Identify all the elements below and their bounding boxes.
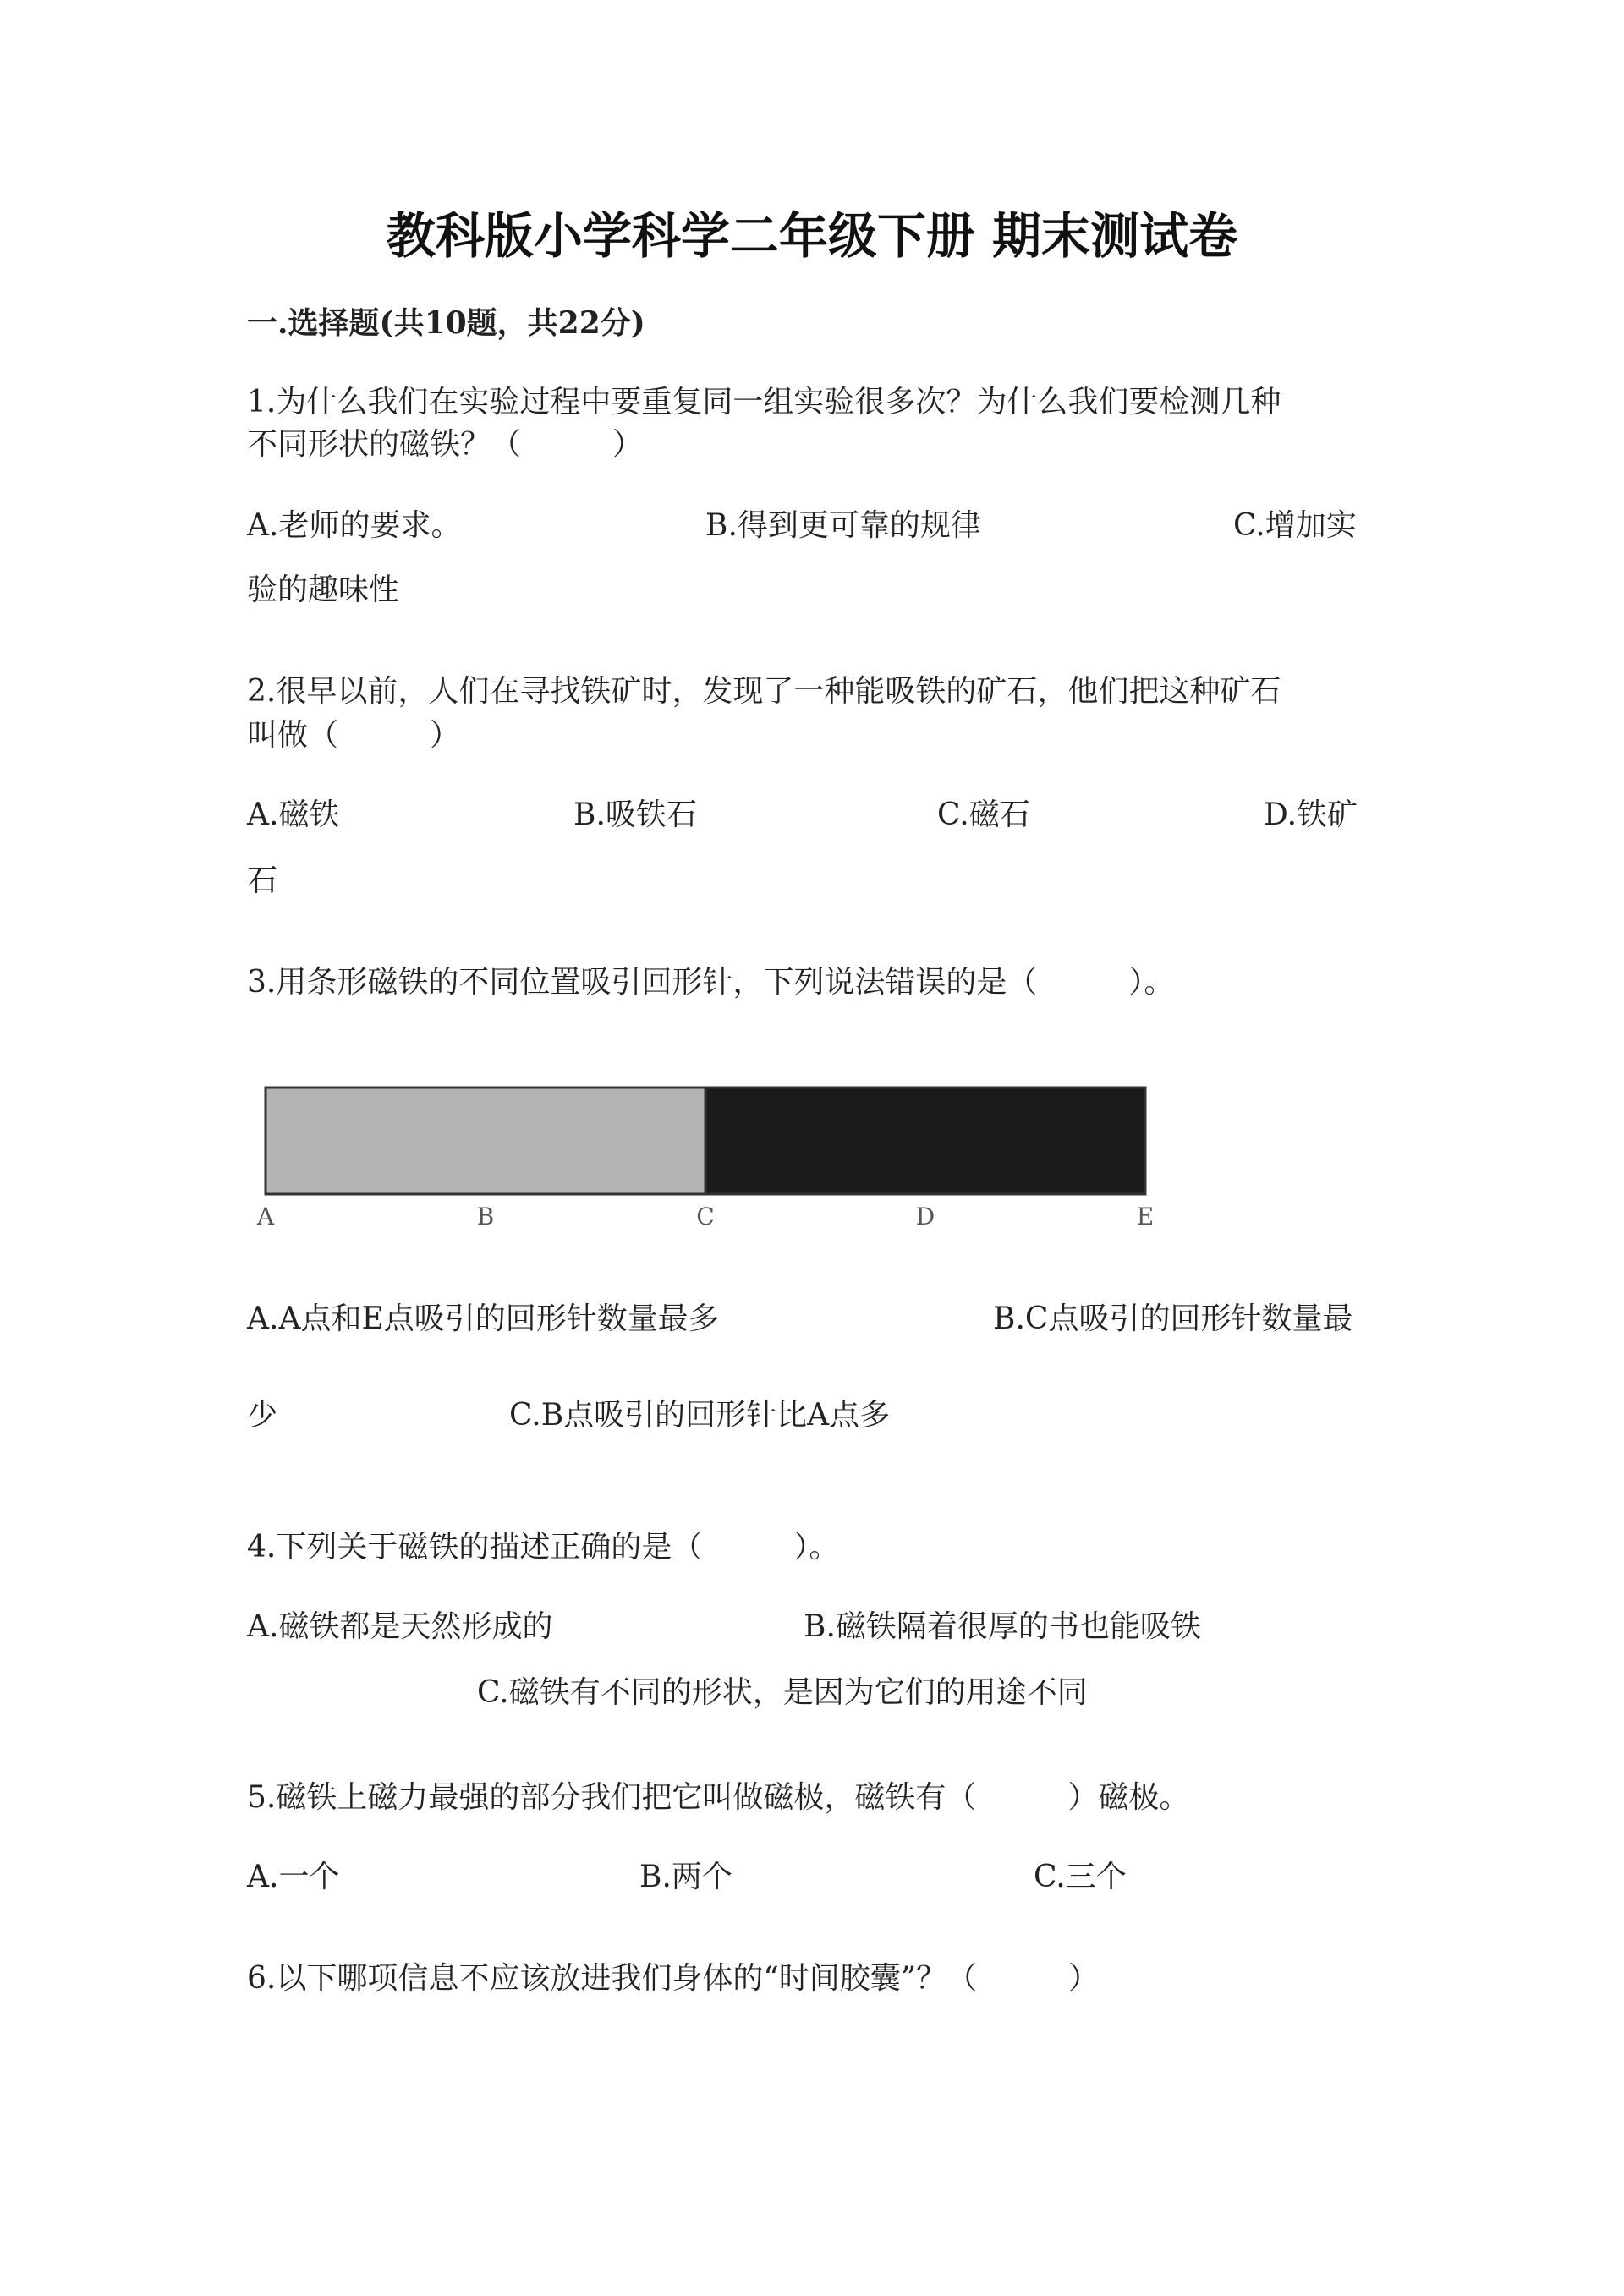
question-4-stem: 4.下列关于磁铁的描述正确的是（ ）。 <box>247 1530 840 1564</box>
question-1-option-a: A.老师的要求。 <box>247 508 462 543</box>
question-3-stem: 3.用条形磁铁的不同位置吸引回形针，下列说法错误的是（ ）。 <box>247 965 1175 1000</box>
magnet-label-d: D <box>915 1203 935 1230</box>
question-3-option-a: A.A点和E点吸引的回形针数量最多 <box>247 1301 719 1336</box>
question-1-option-c: C.增加实 <box>1233 508 1357 543</box>
magnet-label-e: E <box>1136 1203 1155 1230</box>
question-5-option-c: C.三个 <box>1034 1860 1127 1894</box>
question-1-stem-line-1: 1.为什么我们在实验过程中要重复同一组实验很多次？为什么我们要检测几种 <box>247 385 1281 419</box>
question-4-option-a: A.磁铁都是天然形成的 <box>247 1609 553 1644</box>
question-1-option-b: B.得到更可靠的规律 <box>705 508 981 543</box>
question-5-stem: 5.磁铁上磁力最强的部分我们把它叫做磁极，磁铁有（ ）磁极。 <box>247 1780 1190 1815</box>
bar-magnet-figure <box>254 1079 1167 1235</box>
question-2-option-d: D.铁矿 <box>1264 797 1358 832</box>
question-1-option-c-continued: 验的趣味性 <box>247 573 400 607</box>
question-3-option-b: B.C点吸引的回形针数量最 <box>993 1301 1353 1336</box>
magnet-label-a: A <box>256 1203 275 1230</box>
question-4-option-c: C.磁铁有不同的形状，是因为它们的用途不同 <box>477 1675 1088 1710</box>
question-2-option-a: A.磁铁 <box>247 797 340 832</box>
question-2-stem-line-1: 2.很早以前，人们在寻找铁矿时，发现了一种能吸铁的矿石，他们把这种矿石 <box>247 674 1281 709</box>
magnet-left-half <box>266 1088 705 1194</box>
magnet-right-half <box>705 1088 1145 1194</box>
page-title: 教科版小学科学二年级下册 期末测试卷 <box>386 207 1238 265</box>
question-2-option-c: C.磁石 <box>937 797 1030 832</box>
question-2-stem-line-2: 叫做（ ） <box>247 718 461 753</box>
magnet-label-c: C <box>696 1203 715 1230</box>
question-1-stem-line-2: 不同形状的磁铁？（ ） <box>247 427 644 462</box>
magnet-label-b: B <box>476 1203 495 1230</box>
question-3-option-c: C.B点吸引的回形针比A点多 <box>509 1398 891 1433</box>
question-5-option-b: B.两个 <box>639 1860 732 1894</box>
question-5-option-a: A.一个 <box>247 1860 340 1894</box>
question-3-option-b-continued: 少 <box>247 1398 278 1433</box>
section-title: 一.选择题(共10题，共22分) <box>247 305 645 341</box>
question-2-option-d-continued: 石 <box>247 863 278 898</box>
question-4-option-b: B.磁铁隔着很厚的书也能吸铁 <box>804 1609 1201 1644</box>
question-2-option-b: B.吸铁石 <box>573 797 697 832</box>
question-6-stem: 6.以下哪项信息不应该放进我们身体的“时间胶囊”？（ ） <box>247 1961 1100 1996</box>
